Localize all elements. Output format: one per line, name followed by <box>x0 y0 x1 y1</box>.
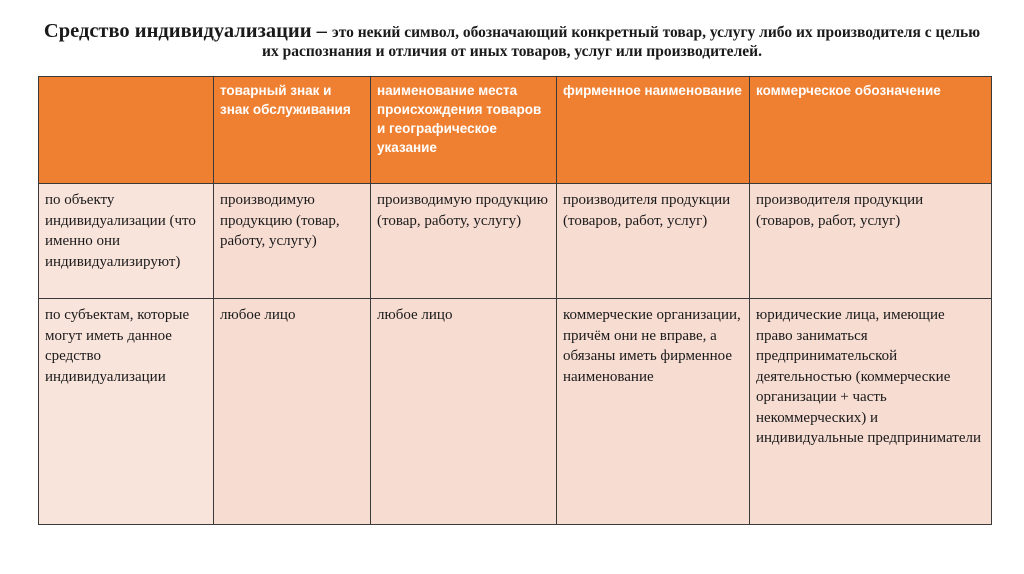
row-label-subject: по субъектам, которые могут иметь данное средство индивидуализации <box>39 299 214 525</box>
table-cell: любое лицо <box>214 299 371 525</box>
table-row <box>39 184 992 299</box>
title-definition: это некий символ, обозначающий конкретный товар, услугу либо их производителя с целью их распознания и отличия от иных товаров, услуг или производителей. <box>262 24 981 60</box>
title-dash: – <box>311 20 333 42</box>
row-label-object: по объекту индивидуализации (что именно они индивидуализируют) <box>39 184 214 299</box>
table-cell: юридические лица, имеющие право заниматься предпринимательской деятельностью (коммерческие организации + часть некоммерческих) и индивидуальные предприниматели <box>750 299 992 525</box>
header-corner-cell <box>39 77 214 184</box>
table-cell: производителя продукции (товаров, работ, услуг) <box>557 184 750 299</box>
header-commercial-designation: коммерческое обозначение <box>750 77 992 184</box>
header-trademark: товарный знак и знак обслуживания <box>214 77 371 184</box>
header-origin-name: наименование места происхождения товаров и географическое указание <box>371 77 557 184</box>
table-cell: производимую продукцию (товар, работу, услугу) <box>371 184 557 299</box>
comparison-table <box>38 76 992 525</box>
table-cell: производителя продукции (товаров, работ, услуг) <box>750 184 992 299</box>
title-term: Средство индивидуализации <box>43 20 312 42</box>
header-firm-name: фирменное наименование <box>557 77 750 184</box>
table-cell: производимую продукцию (товар, работу, услугу) <box>214 184 371 299</box>
slide-title <box>40 22 984 61</box>
table-row <box>39 299 992 525</box>
table-cell: любое лицо <box>371 299 557 525</box>
table-cell: коммерческие организации, причём они не вправе, а обязаны иметь фирменное наименование <box>557 299 750 525</box>
table-header-row <box>39 77 992 184</box>
